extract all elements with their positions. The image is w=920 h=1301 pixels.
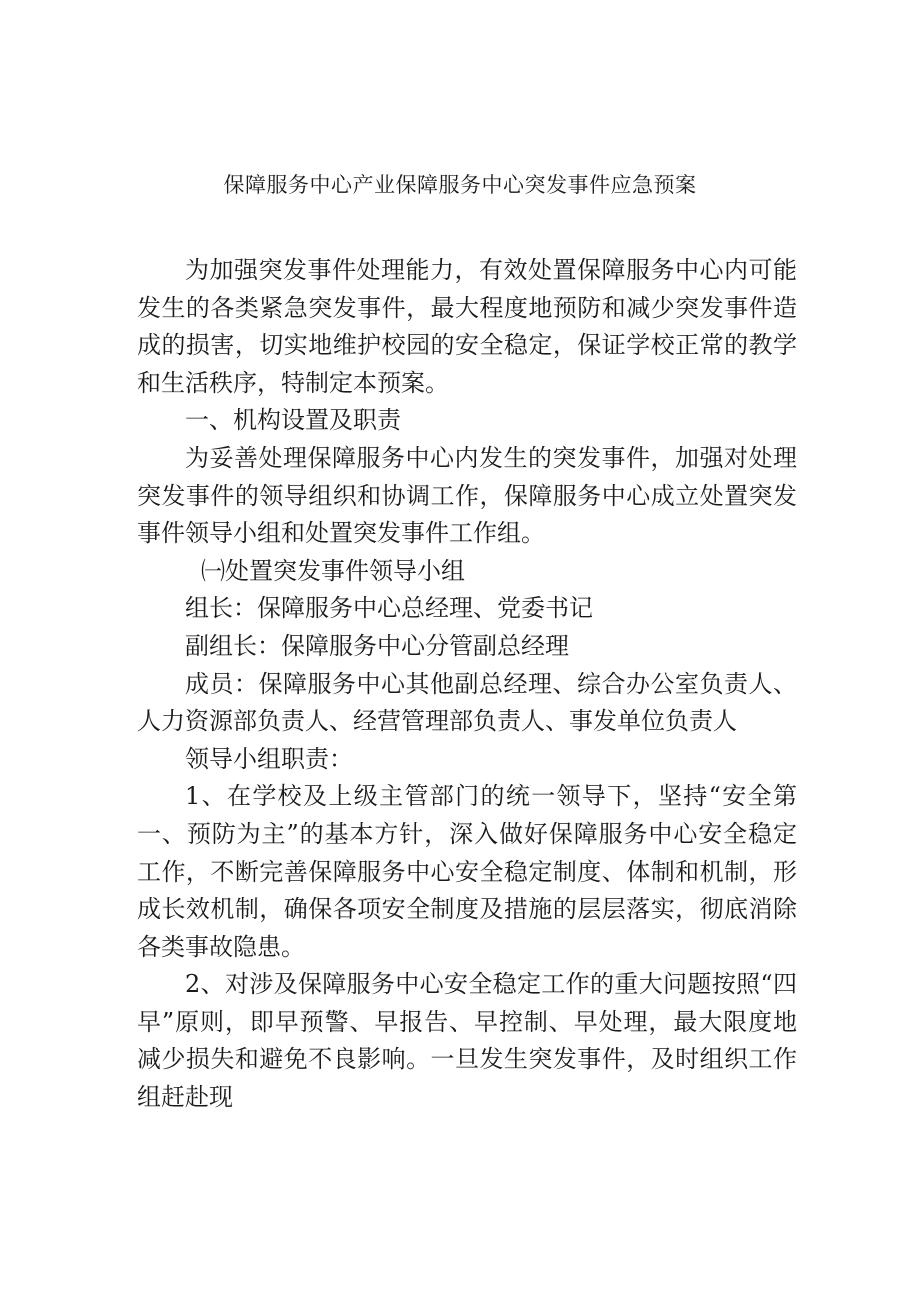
paragraph-deputy-leader: 副组长：保障服务中心分管副总经理 bbox=[185, 631, 569, 660]
paragraph-duty-2: 2、对涉及保障服务中心安全稳定工作的重大问题按照“四早”原则，即早预警、早报告、早控制、早处理，最大限度地减少损失和避免不良影响。一旦发生突发事件，及时组织工作组赶赴现 bbox=[137, 970, 797, 1112]
paragraph-members: 成员：保障服务中心其他副总经理、综合办公室负责人、人力资源部负责人、经营管理部负责人、事发单位负责人 bbox=[137, 669, 797, 736]
subsection-heading-leadership-group: ㈠处置突发事件领导小组 bbox=[201, 556, 465, 585]
paragraph-duties-heading: 领导小组职责： bbox=[185, 744, 353, 773]
paragraph-intro: 为加强突发事件处理能力，有效处置保障服务中心内可能发生的各类紧急突发事件，最大程度地预防和减少突发事件造成的损害，切实地维护校园的安全稳定，保证学校正常的教学和生活秩序，特制定本预案。 bbox=[137, 256, 797, 397]
document-body bbox=[137, 252, 797, 1117]
document-title: 保障服务中心产业保障服务中心突发事件应急预案 bbox=[223, 173, 697, 197]
paragraph-group-leader: 组长：保障服务中心总经理、党委书记 bbox=[185, 594, 593, 623]
section-heading-1: 一、机构设置及职责 bbox=[185, 406, 401, 435]
paragraph-duty-1: 1、在学校及上级主管部门的统一领导下，坚持“安全第一、预防为主”的基本方针，深入做好保障服务中心安全稳定工作，不断完善保障服务中心安全稳定制度、体制和机制，形成长效机制，确保各项安全制度及措施的层层落实，彻底消除各类事故隐患。 bbox=[137, 782, 797, 961]
paragraph-organization: 为妥善处理保障服务中心内发生的突发事件，加强对处理突发事件的领导组织和协调工作，保障服务中心成立处置突发事件领导小组和处置突发事件工作组。 bbox=[137, 443, 797, 548]
